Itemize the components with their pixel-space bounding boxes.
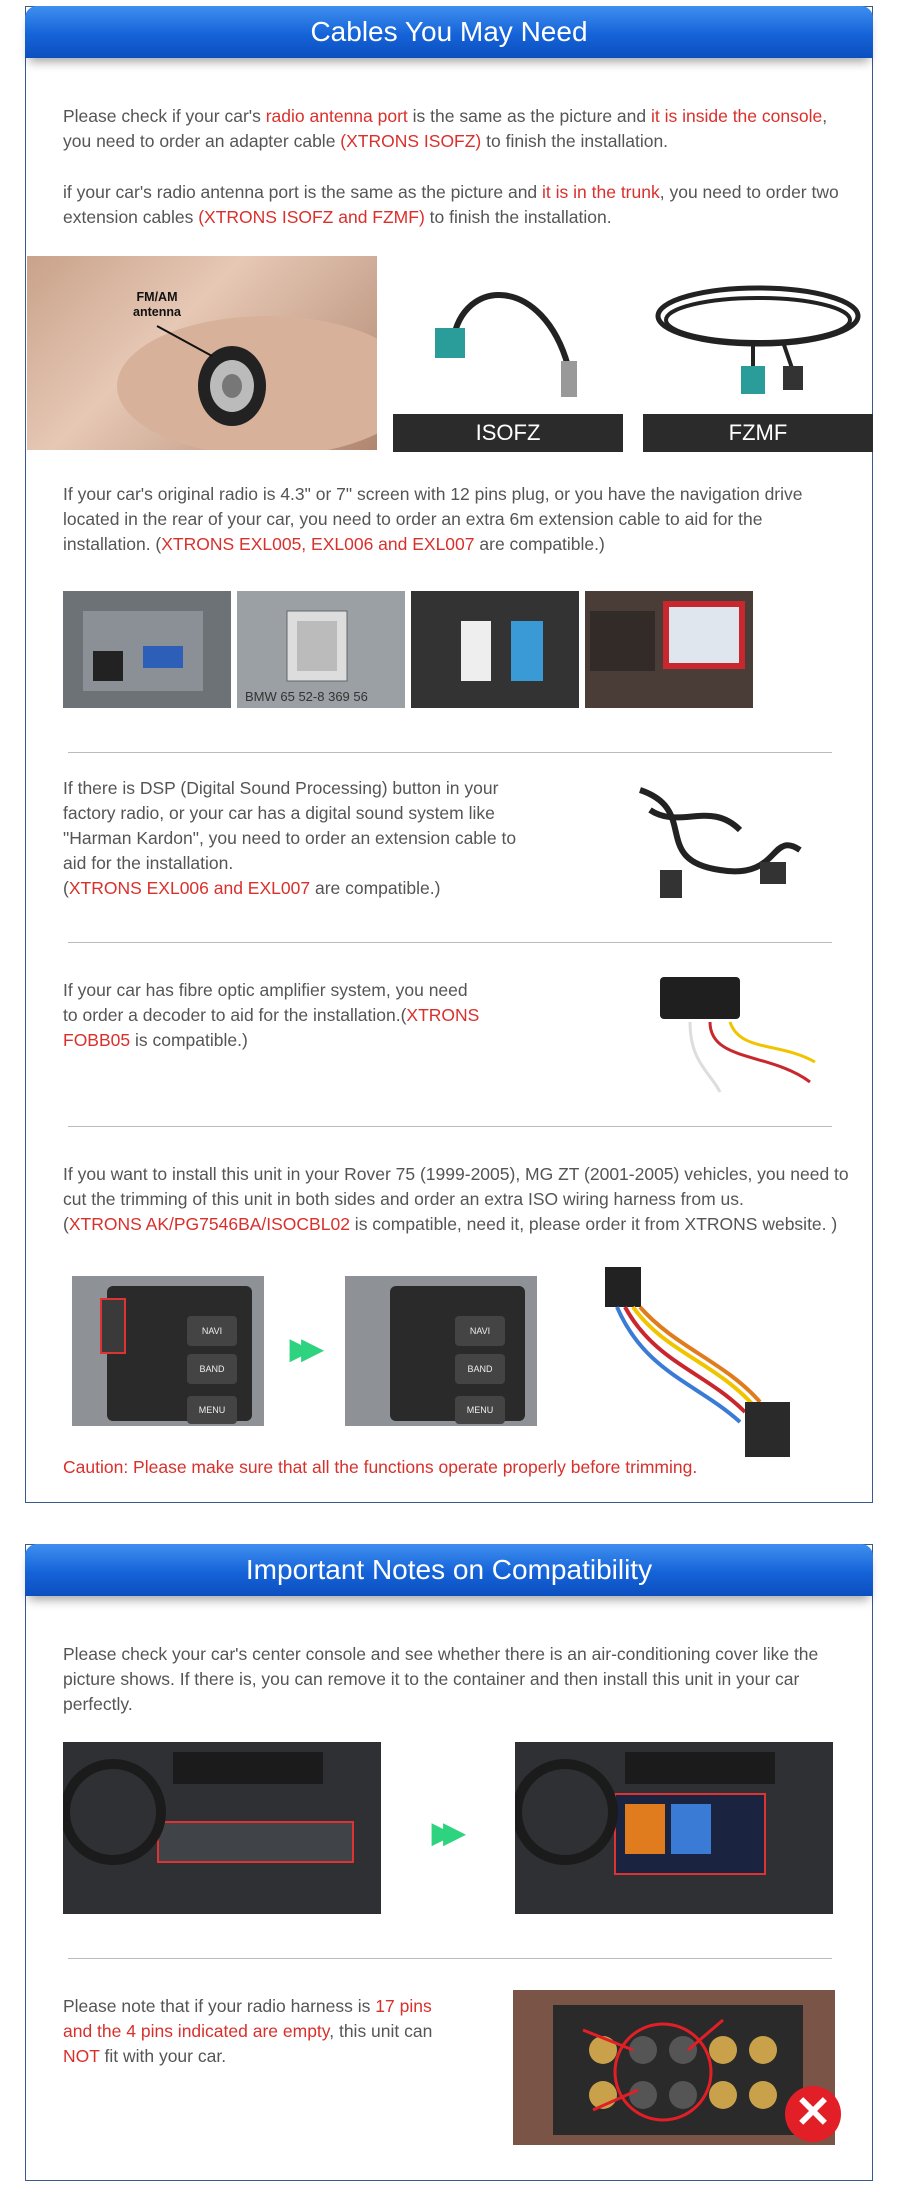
band-button-before: BAND [187, 1354, 237, 1384]
double-chevron-right-icon-2: ▶▶ [432, 1817, 456, 1848]
divider-2 [68, 942, 832, 943]
divider-1 [68, 752, 832, 753]
antenna-console-paragraph: Please check if your car's radio antenna port is the same as the picture and it is inside the console, you need to order an adapter cable (XTRONS ISOFZ) to finish the installation. [63, 106, 828, 151]
rover-paragraph: If you want to install this unit in your Rover 75 (1999-2005), MG ZT (2001-2005) vehicles, you need to cut the trimming of this unit in both sides and order an extra ISO wiring harness from us. (XTRONS AK/PG7546BA/ISOCBL02 is compatible, need it, please order it from XTRONS website. ) [63, 1164, 849, 1234]
plug-label-photo [237, 591, 405, 708]
close-circle-icon: ✕ [785, 2086, 841, 2142]
isofz-cable-photo [393, 256, 623, 411]
connector-photo [411, 591, 579, 708]
isofz-label: ISOFZ [393, 414, 623, 452]
band-button-after: BAND [455, 1354, 505, 1384]
divider-4 [68, 1958, 832, 1959]
radio-rear-photo [63, 591, 231, 708]
caution-text: Caution: Please make sure that all the functions operate properly before trimming. [63, 1457, 698, 1477]
antenna-caption: FM/AM antenna [133, 290, 181, 319]
antenna-drawing [27, 256, 377, 450]
divider-3 [68, 1126, 832, 1127]
isofz-cable-drawing [393, 256, 623, 411]
fzmf-cable-photo [643, 256, 873, 411]
dsp-extension-cable-photo [620, 770, 810, 910]
navi-button-before: NAVI [187, 1316, 237, 1346]
menu-button-before: MENU [187, 1396, 237, 1424]
iso-harness-photo [595, 1262, 825, 1462]
console-check-paragraph: Please check your car's center console and see whether there is an air-conditioning cover like the picture shows. If there is, you can remove it to the container and then install this unit in your car perfectly. [63, 1644, 819, 1714]
console-after-photo [515, 1742, 833, 1914]
antenna-port-photo [27, 256, 377, 450]
fzmf-label: FZMF [643, 414, 873, 452]
extension-cable-paragraph: If your car's original radio is 4.3" or 7" screen with 12 pins plug, or you have the navigation drive located in the rear of your car, you need to order an extra 6m extension cable to aid for the installation. (XTRONS EXL005, EXL006 and EXL007 are compatible.) [63, 484, 803, 554]
section-title-compatibility: Important Notes on Compatibility [25, 1544, 873, 1596]
antenna-trunk-paragraph: if your car's radio antenna port is the same as the picture and it is in the trunk, you need to order two extension cables (XTRONS ISOFZ and FZMF) to finish the installation. [63, 182, 839, 227]
plug-part-number: BMW 65 52-8 369 56 [245, 689, 368, 704]
trim-after-photo [345, 1276, 537, 1426]
navigation-screen-photo [585, 591, 753, 708]
harness-pins-paragraph: Please note that if your radio harness is 17 pins and the 4 pins indicated are empty, this unit can NOT fit with your car. [63, 1996, 433, 2066]
section-title-cables: Cables You May Need [25, 6, 873, 58]
navi-button-after: NAVI [455, 1316, 505, 1346]
console-before-photo [63, 1742, 381, 1914]
fzmf-cable-drawing [643, 256, 873, 411]
fibre-decoder-photo [650, 962, 830, 1102]
menu-button-after: MENU [455, 1396, 505, 1424]
double-chevron-right-icon: ▶▶ [290, 1333, 314, 1364]
fibre-optic-paragraph: If your car has fibre optic amplifier system, you need to order a decoder to aid for the installation.(XTRONS FOBB05 is compatible.) [63, 980, 480, 1050]
trim-before-photo [72, 1276, 264, 1426]
dsp-paragraph: If there is DSP (Digital Sound Processing) button in your factory radio, or your car has a digital sound system like "Harman Kardon", you need to order an extension cable to aid for the installation. (XTRONS EXL006 and EXL007 are compatible.) [63, 778, 517, 898]
